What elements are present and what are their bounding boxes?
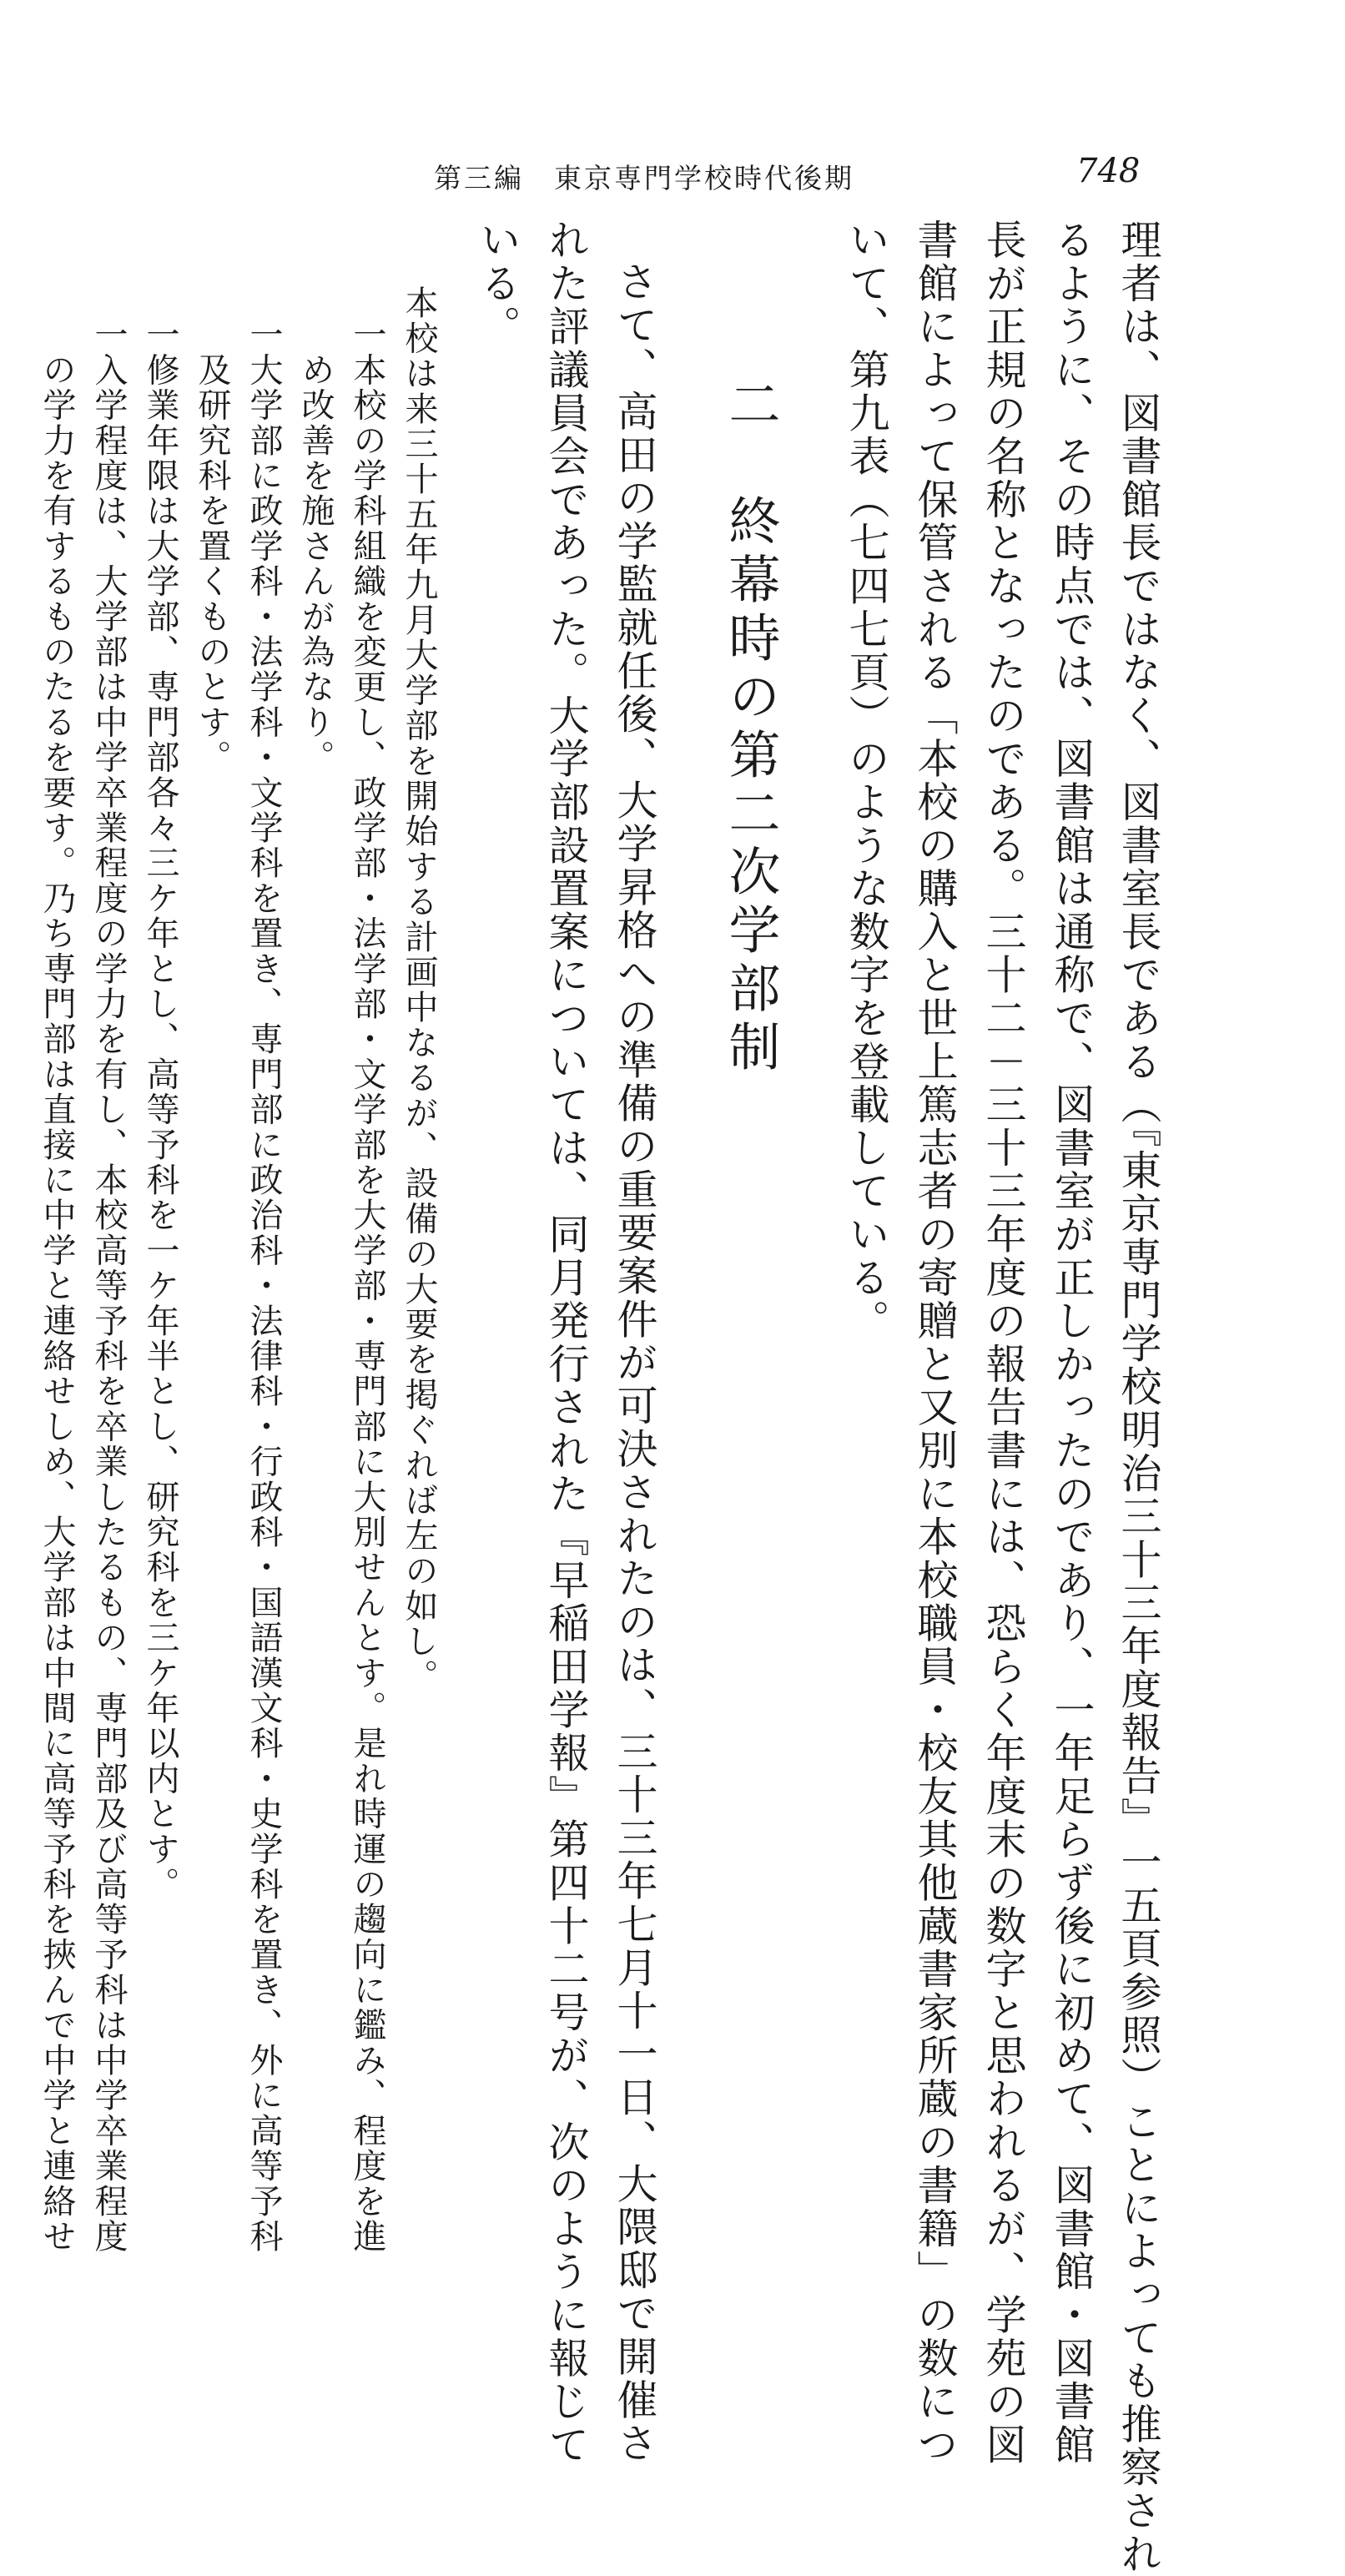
body-text-line: 長が正規の名称となったのである。三十二－三十三年度の報告書には、恐らく年度末の数字と思われるが、学苑の図	[980, 219, 1027, 2467]
body-text-line: るように、その時点では、図書館は通称で、図書室が正しかったのであり、一年足らず後に初めて、図書館・図書館	[1048, 219, 1096, 2467]
quotation-line: 一修業年限は大学部、専門部各々三ケ年とし、高等予科を一ケ年半とし、研究科を三ケ年以内とす。	[141, 317, 179, 1902]
quotation-line: 本校は来三十五年九月大学部を開始する計画中なるが、設備の大要を掲ぐれば左の如し。	[400, 285, 438, 1694]
quotation-line: 一大学部に政学科・法学科・文学科を置き、専門部に政治科・法律科・行政科・国語漢文科・史学科を置き、外に高等予科	[244, 317, 283, 2254]
body-text-line: れた評議員会であった。大学部設置案については、同月発行された『早稲田学報』第四十二号が、次のように報じて	[542, 219, 590, 2467]
body-text-line: さて、高田の学監就任後、大学昇格への準備の重要案件が可決されたのは、三十三年七月十一日、大隈邸で開催さ	[611, 260, 658, 2465]
page-number: 748	[1076, 152, 1141, 190]
quotation-line: 及研究科を置くものとす。	[193, 317, 231, 775]
running-head: 第三編 東京専門学校時代後期	[434, 162, 854, 194]
body-text-line: いる。	[474, 219, 521, 349]
section-title: 二 終幕時の第二次学部制	[720, 377, 781, 1078]
body-text-line: いて、第九表（七四七頁）のような数字を登載している。	[843, 219, 890, 1343]
quotation-line: 一本校の学科組織を変更し、政学部・法学部・文学部を大学部・専門部に大別せんとす。是れ時運の趨向に鑑み、程度を進	[348, 317, 386, 2254]
quotation-line: 一入学程度は、大学部は中学卒業程度の学力を有し、本校高等予科を卒業したるもの、専門部及び高等予科は中学卒業程度	[89, 317, 128, 2254]
body-text-line: 書館によって保管される「本校の購入と世上篤志者の寄贈と又別に本校職員・校友其他蔵書家所蔵の書籍」の数につ	[911, 219, 959, 2467]
body-text-line: 理者は、図書館長ではなく、図書室長である（『東京専門学校明治三十三年度報告』一五頁参照）ことによっても推察され	[1115, 219, 1162, 2576]
quotation-line: の学力を有するものたるを要す。乃ち専門部は直接に中学と連絡せしめ、大学部は中間に高等予科を挾んで中学と連絡せ	[38, 317, 76, 2254]
quotation-line: め改善を施さんが為なり。	[296, 317, 335, 775]
